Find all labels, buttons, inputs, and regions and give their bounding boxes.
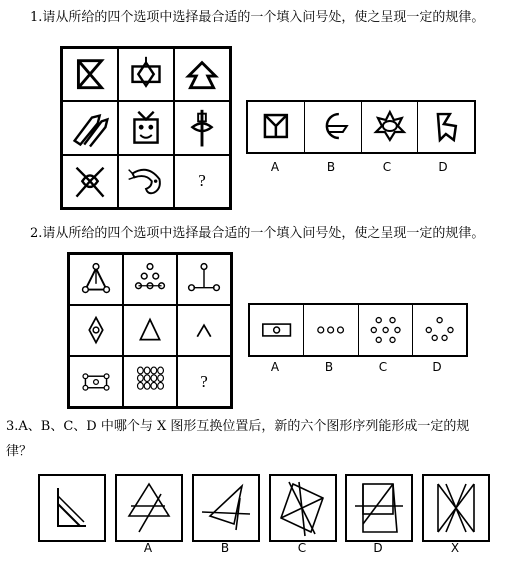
q1-option-d[interactable] (417, 102, 474, 152)
q2-cell-rect-circles (69, 356, 123, 407)
q3-option-c[interactable] (269, 474, 337, 542)
q3-option-d[interactable] (345, 474, 413, 542)
q1-puzzle-grid (60, 46, 232, 210)
q1-cell-house-arrow (174, 48, 230, 101)
q1-option-b[interactable] (304, 102, 361, 152)
question-mark: ? (198, 170, 206, 190)
q3-label-x: X (450, 541, 460, 555)
q1-label-b: B (326, 160, 336, 174)
q1-cell-question (174, 155, 230, 208)
q1-cell-double-arrow (62, 101, 118, 154)
q1-cell-diamond-rect (118, 48, 174, 101)
q3-label-d: D (373, 541, 383, 555)
q1-cell-vertical-pin (174, 101, 230, 154)
q2-cell-circle-tree (123, 254, 177, 305)
q3-label-c: C (297, 541, 307, 555)
q1-cell-bowtie (62, 48, 118, 101)
q2-option-a[interactable] (250, 305, 303, 355)
q2-cell-caret (177, 305, 231, 356)
q1-option-a[interactable] (248, 102, 304, 152)
question-mark: ? (200, 372, 208, 391)
question-3-text-line2: 律？ (6, 444, 33, 459)
question-3-text-line1: 3.A、B、C、D 中哪个与 X 图形互换位置后，新的六个图形序列能形成一定的规 (6, 419, 470, 434)
q2-puzzle-grid (67, 252, 233, 409)
q1-cell-cat-face (118, 101, 174, 154)
q2-cell-diamond-circle (69, 305, 123, 356)
q2-cell-triangle-circles (69, 254, 123, 305)
q1-label-c: C (382, 160, 392, 174)
q2-label-b: B (324, 360, 334, 374)
q2-cell-question (177, 356, 231, 407)
question-2-text: 2.请从所给的四个选项中选择最合适的一个填入问号处，使之呈现一定的规律。 (30, 226, 485, 241)
q2-label-a: A (270, 360, 280, 374)
q1-cell-shrimp (118, 155, 174, 208)
q2-option-d[interactable] (412, 305, 466, 355)
q2-label-c: C (378, 360, 388, 374)
q2-option-b[interactable] (303, 305, 357, 355)
q2-label-d: D (432, 360, 442, 374)
q2-cell-circle-grid (123, 356, 177, 407)
q3-option-a[interactable] (115, 474, 183, 542)
q3-figure-x (422, 474, 490, 542)
q1-options (246, 100, 476, 154)
question-1-text: 1.请从所给的四个选项中选择最合适的一个填入问号处，使之呈现一定的规律。 (30, 10, 485, 25)
q3-label-a: A (143, 541, 153, 555)
q2-option-c[interactable] (358, 305, 412, 355)
q1-label-a: A (270, 160, 280, 174)
q1-cell-x-star (62, 155, 118, 208)
q3-label-b: B (220, 541, 230, 555)
q3-option-b[interactable] (192, 474, 260, 542)
q2-options (248, 303, 468, 357)
q2-cell-fork-circles (177, 254, 231, 305)
q1-option-c[interactable] (361, 102, 418, 152)
q2-cell-triangle (123, 305, 177, 356)
q3-sequence-figure-1 (38, 474, 106, 542)
q1-label-d: D (438, 160, 448, 174)
